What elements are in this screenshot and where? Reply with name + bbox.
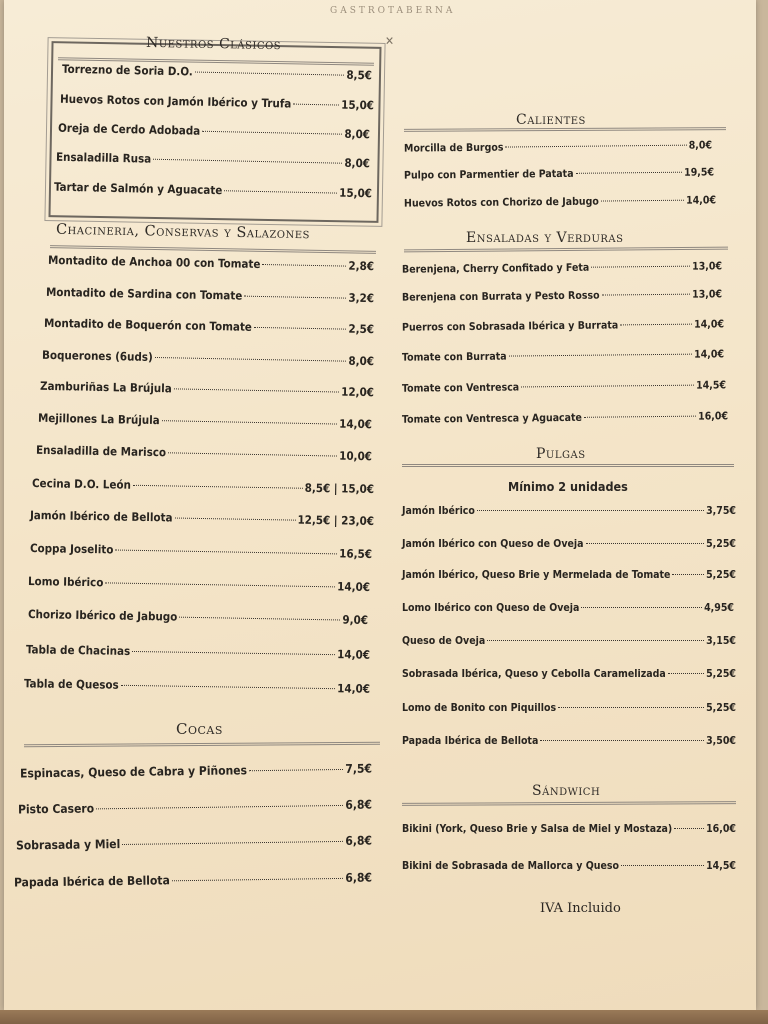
menu-item: Montadito de Anchoa 00 con Tomate 2,8€ (47, 252, 375, 274)
menu-item: Cecina D.O. León 8,5€ | 15,0€ (31, 476, 375, 496)
menu-item: Sobrasada Ibérica, Queso y Cebolla Caramelizada 5,25€ (402, 668, 736, 680)
menu-item: Bikini (York, Queso Brie y Salsa de Miel y Mostaza) 16,0€ (402, 823, 736, 835)
menu-item: Tabla de Quesos 14,0€ (23, 676, 371, 696)
menu-item: Mejillones La Brújula 14,0€ (37, 410, 373, 432)
menu-item: Berenjena, Cherry Confitado y Feta 13,0€ (401, 260, 723, 276)
menu-item: Lomo de Bonito con Piquillos 5,25€ (402, 702, 736, 714)
section-title-chacineria: Chacineria, Conservas y Salazones (55, 221, 311, 243)
menu-item: Lomo Ibérico 14,0€ (27, 574, 371, 594)
menu-item: Boquerones (6uds) 8,0€ (41, 347, 375, 369)
menu-item: Zamburiñas La Brújula 12,0€ (39, 378, 375, 400)
section-title-ensaladas: Ensaladas y Verduras (466, 230, 624, 246)
section-title-cocas: Cocas (176, 720, 223, 738)
menu-item: Tabla de Chacinas 14,0€ (25, 642, 371, 662)
menu-item: Puerros con Sobrasada Ibérica y Burrata 14,0€ (401, 318, 725, 334)
menu-item: Queso de Oveja 3,15€ (402, 635, 736, 647)
section-title-clasicos: Nuestros Clásicos (145, 34, 282, 54)
menu-item: Torrezno de Soria D.O. 8,5€ (61, 61, 373, 83)
menu-item: Chorizo Ibérico de Jabugo 9,0€ (27, 607, 369, 627)
menu-item: Ensaladilla Rusa 8,0€ (55, 149, 371, 171)
section-title-pulgas: Pulgas (536, 446, 586, 462)
menu-item: Huevos Rotos con Jamón Ibérico y Trufa 15,0€ (59, 91, 375, 113)
menu-item: Espinacas, Queso de Cabra y Piñones 7,5€ (19, 761, 373, 781)
section-title-sandwich: Sándwich (532, 783, 601, 799)
menu-item: Tomate con Ventresca y Aguacate 16,0€ (401, 410, 729, 426)
brand-logo-text: GASTROTABERNA (330, 6, 456, 16)
pulgas-subtitle: Mínimo 2 unidades (508, 479, 628, 494)
menu-item: Ensaladilla de Marisco 10,0€ (35, 442, 373, 464)
menu-item: Jamón Ibérico de Bellota 12,5€ | 23,0€ (29, 507, 375, 529)
pulgas-rule (402, 464, 734, 467)
ornament-icon: ✕ (385, 34, 395, 48)
menu-item: Tomate con Ventresca 14,5€ (401, 379, 727, 395)
menu-item: Berenjena con Burrata y Pesto Rosso 13,0€ (401, 288, 723, 304)
menu-item: Bikini de Sobrasada de Mallorca y Queso 14,5€ (402, 860, 736, 872)
menu-item: Pulpo con Parmentier de Patata 19,5€ (403, 166, 715, 182)
menu-item: Montadito de Sardina con Tomate 3,2€ (45, 284, 375, 306)
table-edge (0, 1010, 768, 1024)
menu-item: Jamón Ibérico con Queso de Oveja 5,25€ (402, 538, 736, 550)
menu-item: Morcilla de Burgos 8,0€ (403, 139, 713, 155)
menu-item: Jamón Ibérico, Queso Brie y Mermelada de Tomate 5,25€ (402, 569, 736, 581)
menu-item: Tomate con Burrata 14,0€ (401, 348, 725, 364)
menu-item: Papada Ibérica de Bellota 6,8€ (13, 870, 373, 890)
menu-item: Huevos Rotos con Chorizo de Jabugo 14,0€ (403, 194, 717, 210)
menu-item: Jamón Ibérico 3,75€ (402, 505, 736, 517)
menu-item: Pisto Casero 6,8€ (17, 797, 373, 817)
menu-item: Lomo Ibérico con Queso de Oveja 4,95€ (402, 602, 734, 614)
menu-item: Papada Ibérica de Bellota 3,50€ (402, 735, 736, 747)
menu-item: Montadito de Boquerón con Tomate 2,5€ (43, 315, 375, 337)
menu-item: Sobrasada y Miel 6,8€ (15, 833, 373, 853)
iva-note: IVA Incluido (540, 901, 621, 916)
section-title-calientes: Calientes (516, 112, 586, 128)
menu-item: Oreja de Cerdo Adobada 8,0€ (57, 120, 371, 142)
menu-item: Tartar de Salmón y Aguacate 15,0€ (53, 179, 373, 201)
menu-item: Coppa Joselito 16,5€ (29, 541, 373, 561)
